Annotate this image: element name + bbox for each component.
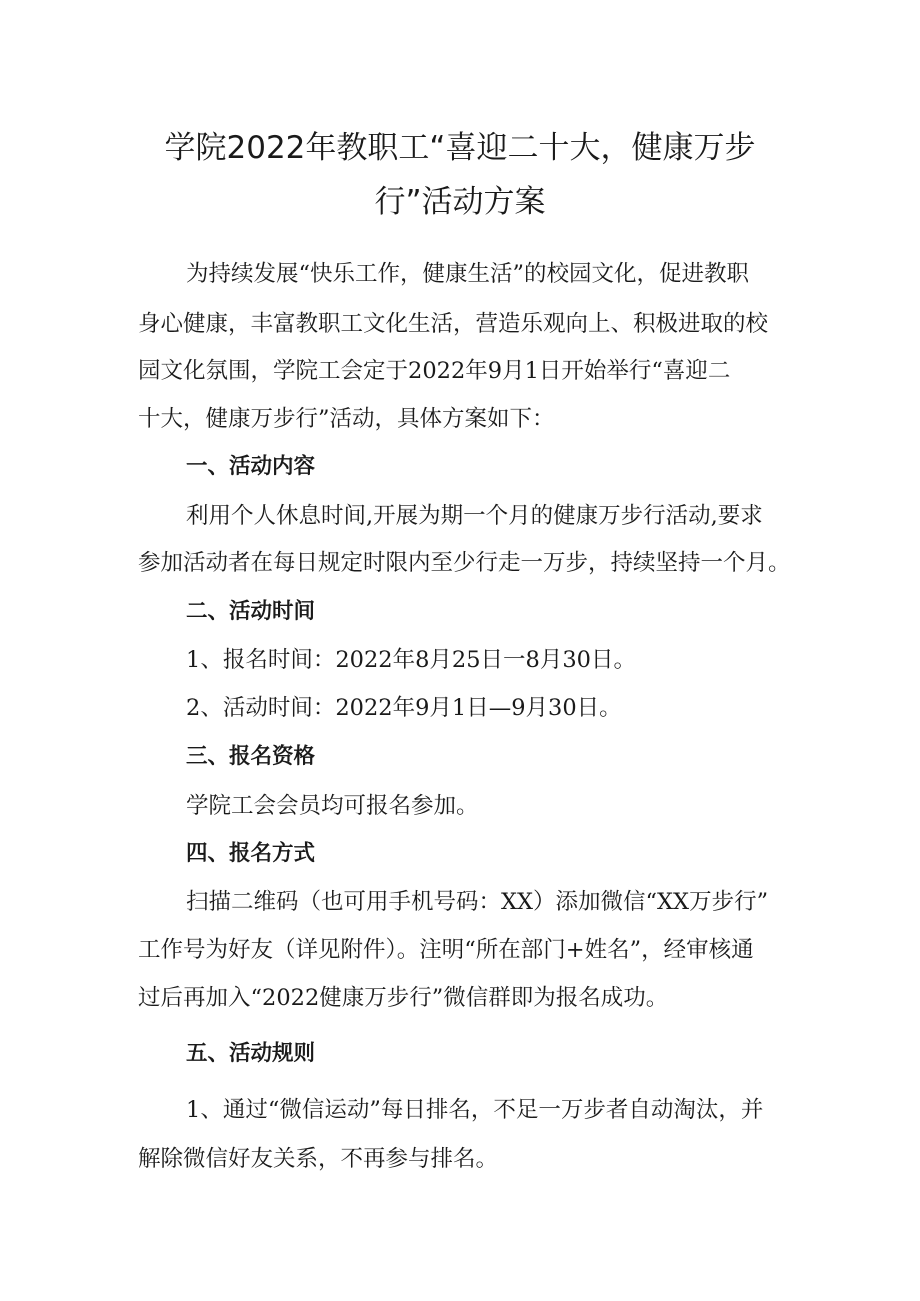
time-line-1: 1、报名时间：2022年8月25日一8月30日。 — [186, 647, 636, 673]
signup-line-1: 扫描二维码（也可用手机号码：XX）添加微信“XX万步行” — [186, 889, 769, 915]
section-heading-eligibility: 三、报名资格 — [186, 744, 316, 769]
signup-line-3: 过后再加入“2022健康万步行”微信群即为报名成功。 — [138, 985, 669, 1011]
document-title-line-2: 行”活动方案 — [374, 184, 546, 220]
intro-line-3: 园文化氛围，学院工会定于2022年9月1日开始举行“喜迎二 — [138, 358, 731, 384]
eligibility-line-1: 学院工会会员均可报名参加。 — [186, 793, 479, 819]
signup-line-2: 工作号为好友（详见附件）。注明“所在部门+姓名”，经审核通 — [138, 937, 754, 963]
content-line-1: 利用个人休息时间,开展为期一个月的健康万步行活动,要求 — [186, 503, 763, 529]
rules-line-1: 1、通过“微信运动”每日排名，不足一万步者自动淘汰，并 — [186, 1097, 764, 1123]
rules-line-2: 解除微信好友关系，不再参与排名。 — [138, 1146, 499, 1172]
content-line-2: 参加活动者在每日规定时限内至少行走一万步，持续坚持一个月。 — [138, 550, 791, 576]
time-line-2: 2、活动时间：2022年9月1日—9月30日。 — [186, 695, 622, 721]
intro-line-4: 十大，健康万步行”活动，具体方案如下： — [138, 406, 555, 432]
intro-line-1: 为持续发展“快乐工作，健康生活”的校园文化，促进教职 — [186, 261, 750, 287]
intro-line-2: 身心健康，丰富教职工文化生活，营造乐观向上、积极进取的校 — [138, 311, 769, 337]
section-heading-content: 一、活动内容 — [186, 454, 316, 479]
document-title-line-1: 学院2022年教职工“喜迎二十大，健康万步 — [164, 130, 756, 166]
section-heading-time: 二、活动时间 — [186, 599, 316, 624]
section-heading-rules: 五、活动规则 — [186, 1041, 316, 1066]
section-heading-signup: 四、报名方式 — [186, 841, 316, 866]
